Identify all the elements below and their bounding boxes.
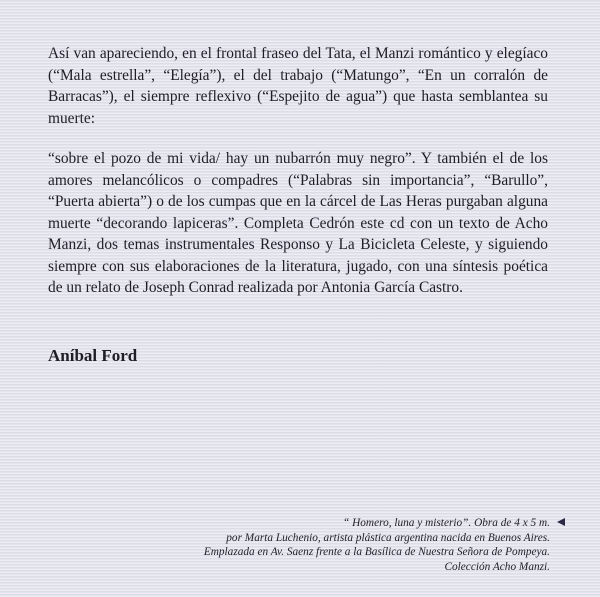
author-signature: Aníbal Ford (48, 346, 138, 365)
image-caption (130, 516, 550, 574)
caption-line-2: por Marta Luchenio, artista plástica argentina nacida en Buenos Aires. (226, 531, 550, 544)
caption-line-3: Emplazada en Av. Saenz frente a la Basílica de Nuestra Señora de Pompeya. (203, 546, 550, 559)
arrow-left-icon (557, 518, 565, 526)
body-paragraph-1: Así van apareciendo, en el frontal fraseo del Tata, el Manzi romántico y elegíaco (“Mala estrella”, “Elegía”), el del trabajo (“Matungo”, “En un corralón de Barracas”), el siempre reflexivo (“Espejito de agua”) que hasta semblantea su muerte: (48, 45, 548, 127)
caption-line-4: Colección Acho Manzi. (444, 560, 550, 573)
caption-line-1: “ Homero, luna y misterio”. Obra de 4 x 5 m. (343, 517, 550, 529)
body-paragraph-2: “sobre el pozo de mi vida/ hay un nubarrón muy negro”. Y también el de los amores melancólicos o compadres (“Palabras sin importancia”, “Barullo”, “Puerta abierta”) o de los cumpas que en la cárcel de Las Heras purgaban alguna muerte “decorando lapiceras”. Completa Cedrón este cd con un texto de Acho Manzi, dos temas instrumentales Responso y La Bicicleta Celeste, y siguiendo siempre con sus elaboraciones de la literatura, jugado, con una síntesis poética de un relato de Joseph Conrad realizada por Antonia García Castro. (48, 150, 548, 296)
